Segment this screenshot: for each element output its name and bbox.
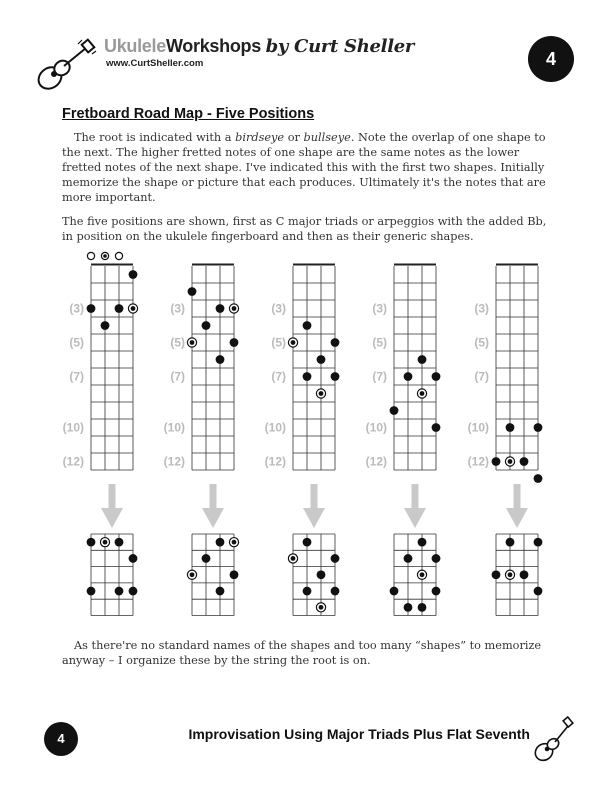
footer-title: Improvisation Using Major Triads Plus Flat Seventh (188, 726, 530, 742)
shape-root-center (420, 572, 425, 577)
note-dot (303, 321, 312, 330)
brand-author: by Curt Sheller (265, 36, 415, 57)
shape-note-dot (506, 538, 515, 547)
shape-root-center (291, 556, 296, 561)
open-string (87, 252, 94, 259)
down-arrow-icon (101, 508, 123, 528)
shape-note-dot (331, 554, 340, 563)
note-dot (534, 474, 543, 483)
note-dot (216, 304, 225, 313)
fret-label: (12) (365, 454, 387, 469)
root-note-center (319, 391, 324, 396)
shape-note-dot (87, 587, 96, 596)
section-title: Fretboard Road Map - Five Positions (62, 106, 315, 122)
website-url: www.CurtSheller.com (106, 58, 204, 69)
fret-label: (5) (474, 335, 489, 350)
shape-note-dot (534, 538, 543, 547)
positions-paragraph: The five positions are shown, first as C major triads or arpeggios with the added Bb, in position on the ukulele fingerboard and then as their generic shapes. (62, 215, 547, 243)
fret-label: (10) (467, 420, 489, 435)
note-dot (492, 457, 501, 466)
fret-label: (12) (62, 454, 84, 469)
shape-note-dot (230, 570, 239, 579)
shape-note-dot (432, 554, 441, 563)
shape-root-center (190, 572, 195, 577)
fret-label: (5) (271, 335, 286, 350)
fret-label: (12) (264, 454, 286, 469)
fret-label: (5) (69, 335, 84, 350)
shape-note-dot (390, 587, 399, 596)
fret-label: (10) (365, 420, 387, 435)
fret-label: (3) (474, 301, 489, 316)
note-dot (331, 338, 340, 347)
shape-note-dot (115, 538, 124, 547)
shape-note-dot (418, 603, 427, 612)
brand-part2: Workshops (165, 36, 261, 56)
note-dot (216, 355, 225, 364)
root-note-center (232, 306, 237, 311)
shape-root-center (232, 540, 237, 545)
arrow-shaft (210, 484, 217, 510)
shape-root-center (319, 605, 324, 610)
closing-paragraph: As there're no standard names of the shapes and too many “shapes” to memorize anyway – I organize these by the string the root is on. (62, 639, 542, 667)
shape-note-dot (404, 554, 413, 563)
shape-note-dot (115, 587, 124, 596)
shape-note-dot (317, 570, 326, 579)
root-note-center (131, 306, 136, 311)
note-dot (303, 372, 312, 381)
shape-note-dot (492, 570, 501, 579)
arrow-shaft (412, 484, 419, 510)
shape-root-center (508, 572, 513, 577)
root-note-center (420, 391, 425, 396)
shape-note-dot (129, 554, 138, 563)
arrow-shaft (514, 484, 521, 510)
fret-label: (7) (271, 369, 286, 384)
shape-note-dot (303, 587, 312, 596)
root-open-center (103, 254, 107, 258)
root-note-center (508, 459, 513, 464)
shape-note-dot (216, 587, 225, 596)
open-string (115, 252, 122, 259)
note-dot (317, 355, 326, 364)
fret-label: (7) (372, 369, 387, 384)
note-dot (520, 457, 529, 466)
note-dot (129, 270, 138, 279)
shape-note-dot (129, 587, 138, 596)
shape-note-dot (216, 538, 225, 547)
fret-label: (12) (163, 454, 185, 469)
shape-note-dot (303, 538, 312, 547)
note-dot (188, 287, 197, 296)
note-dot (534, 423, 543, 432)
shape-note-dot (331, 587, 340, 596)
ukulele-footer-icon (532, 714, 576, 766)
fret-label: (3) (170, 301, 185, 316)
down-arrow-icon (202, 508, 224, 528)
note-dot (404, 372, 413, 381)
fret-label: (12) (467, 454, 489, 469)
fret-label: (10) (163, 420, 185, 435)
note-dot (418, 355, 427, 364)
note-dot (115, 304, 124, 313)
down-arrow-icon (303, 508, 325, 528)
arrow-shaft (109, 484, 116, 510)
arrow-shaft (311, 484, 318, 510)
shape-note-dot (202, 554, 211, 563)
page-number-badge-bottom: 4 (44, 722, 78, 756)
intro-paragraph: The root is indicated with a birdseye or bullseye. Note the overlap of one shape to the next. The higher fretted notes of one shape are the same notes as the lower fretted notes of the next shape. I've indicated this with the first two shapes. Initially memorize the shape or picture that each produces. Ultimately it's the notes that are more important. (62, 131, 546, 204)
shape-note-dot (404, 603, 413, 612)
fret-label: (3) (271, 301, 286, 316)
fret-label: (5) (372, 335, 387, 350)
note-dot (331, 372, 340, 381)
shape-note-dot (432, 587, 441, 596)
fret-label: (3) (69, 301, 84, 316)
shape-note-dot (87, 538, 96, 547)
shape-root-center (103, 540, 108, 545)
page-number-badge-top: 4 (528, 36, 574, 82)
shape-note-dot (534, 587, 543, 596)
brand-part1: Ukulele (104, 36, 166, 56)
fret-label: (5) (170, 335, 185, 350)
shape-note-dot (520, 570, 529, 579)
down-arrow-icon (506, 508, 528, 528)
note-dot (432, 423, 441, 432)
root-note-center (190, 340, 195, 345)
shape-note-dot (418, 538, 427, 547)
note-dot (432, 372, 441, 381)
note-dot (230, 338, 239, 347)
fret-label: (7) (474, 369, 489, 384)
fret-label: (7) (170, 369, 185, 384)
note-dot (87, 304, 96, 313)
fret-label: (10) (62, 420, 84, 435)
down-arrow-icon (404, 508, 426, 528)
note-dot (101, 321, 110, 330)
fret-label: (3) (372, 301, 387, 316)
note-dot (390, 406, 399, 415)
note-dot (202, 321, 211, 330)
root-note-center (291, 340, 296, 345)
fret-label: (7) (69, 369, 84, 384)
note-dot (506, 423, 515, 432)
fret-label: (10) (264, 420, 286, 435)
